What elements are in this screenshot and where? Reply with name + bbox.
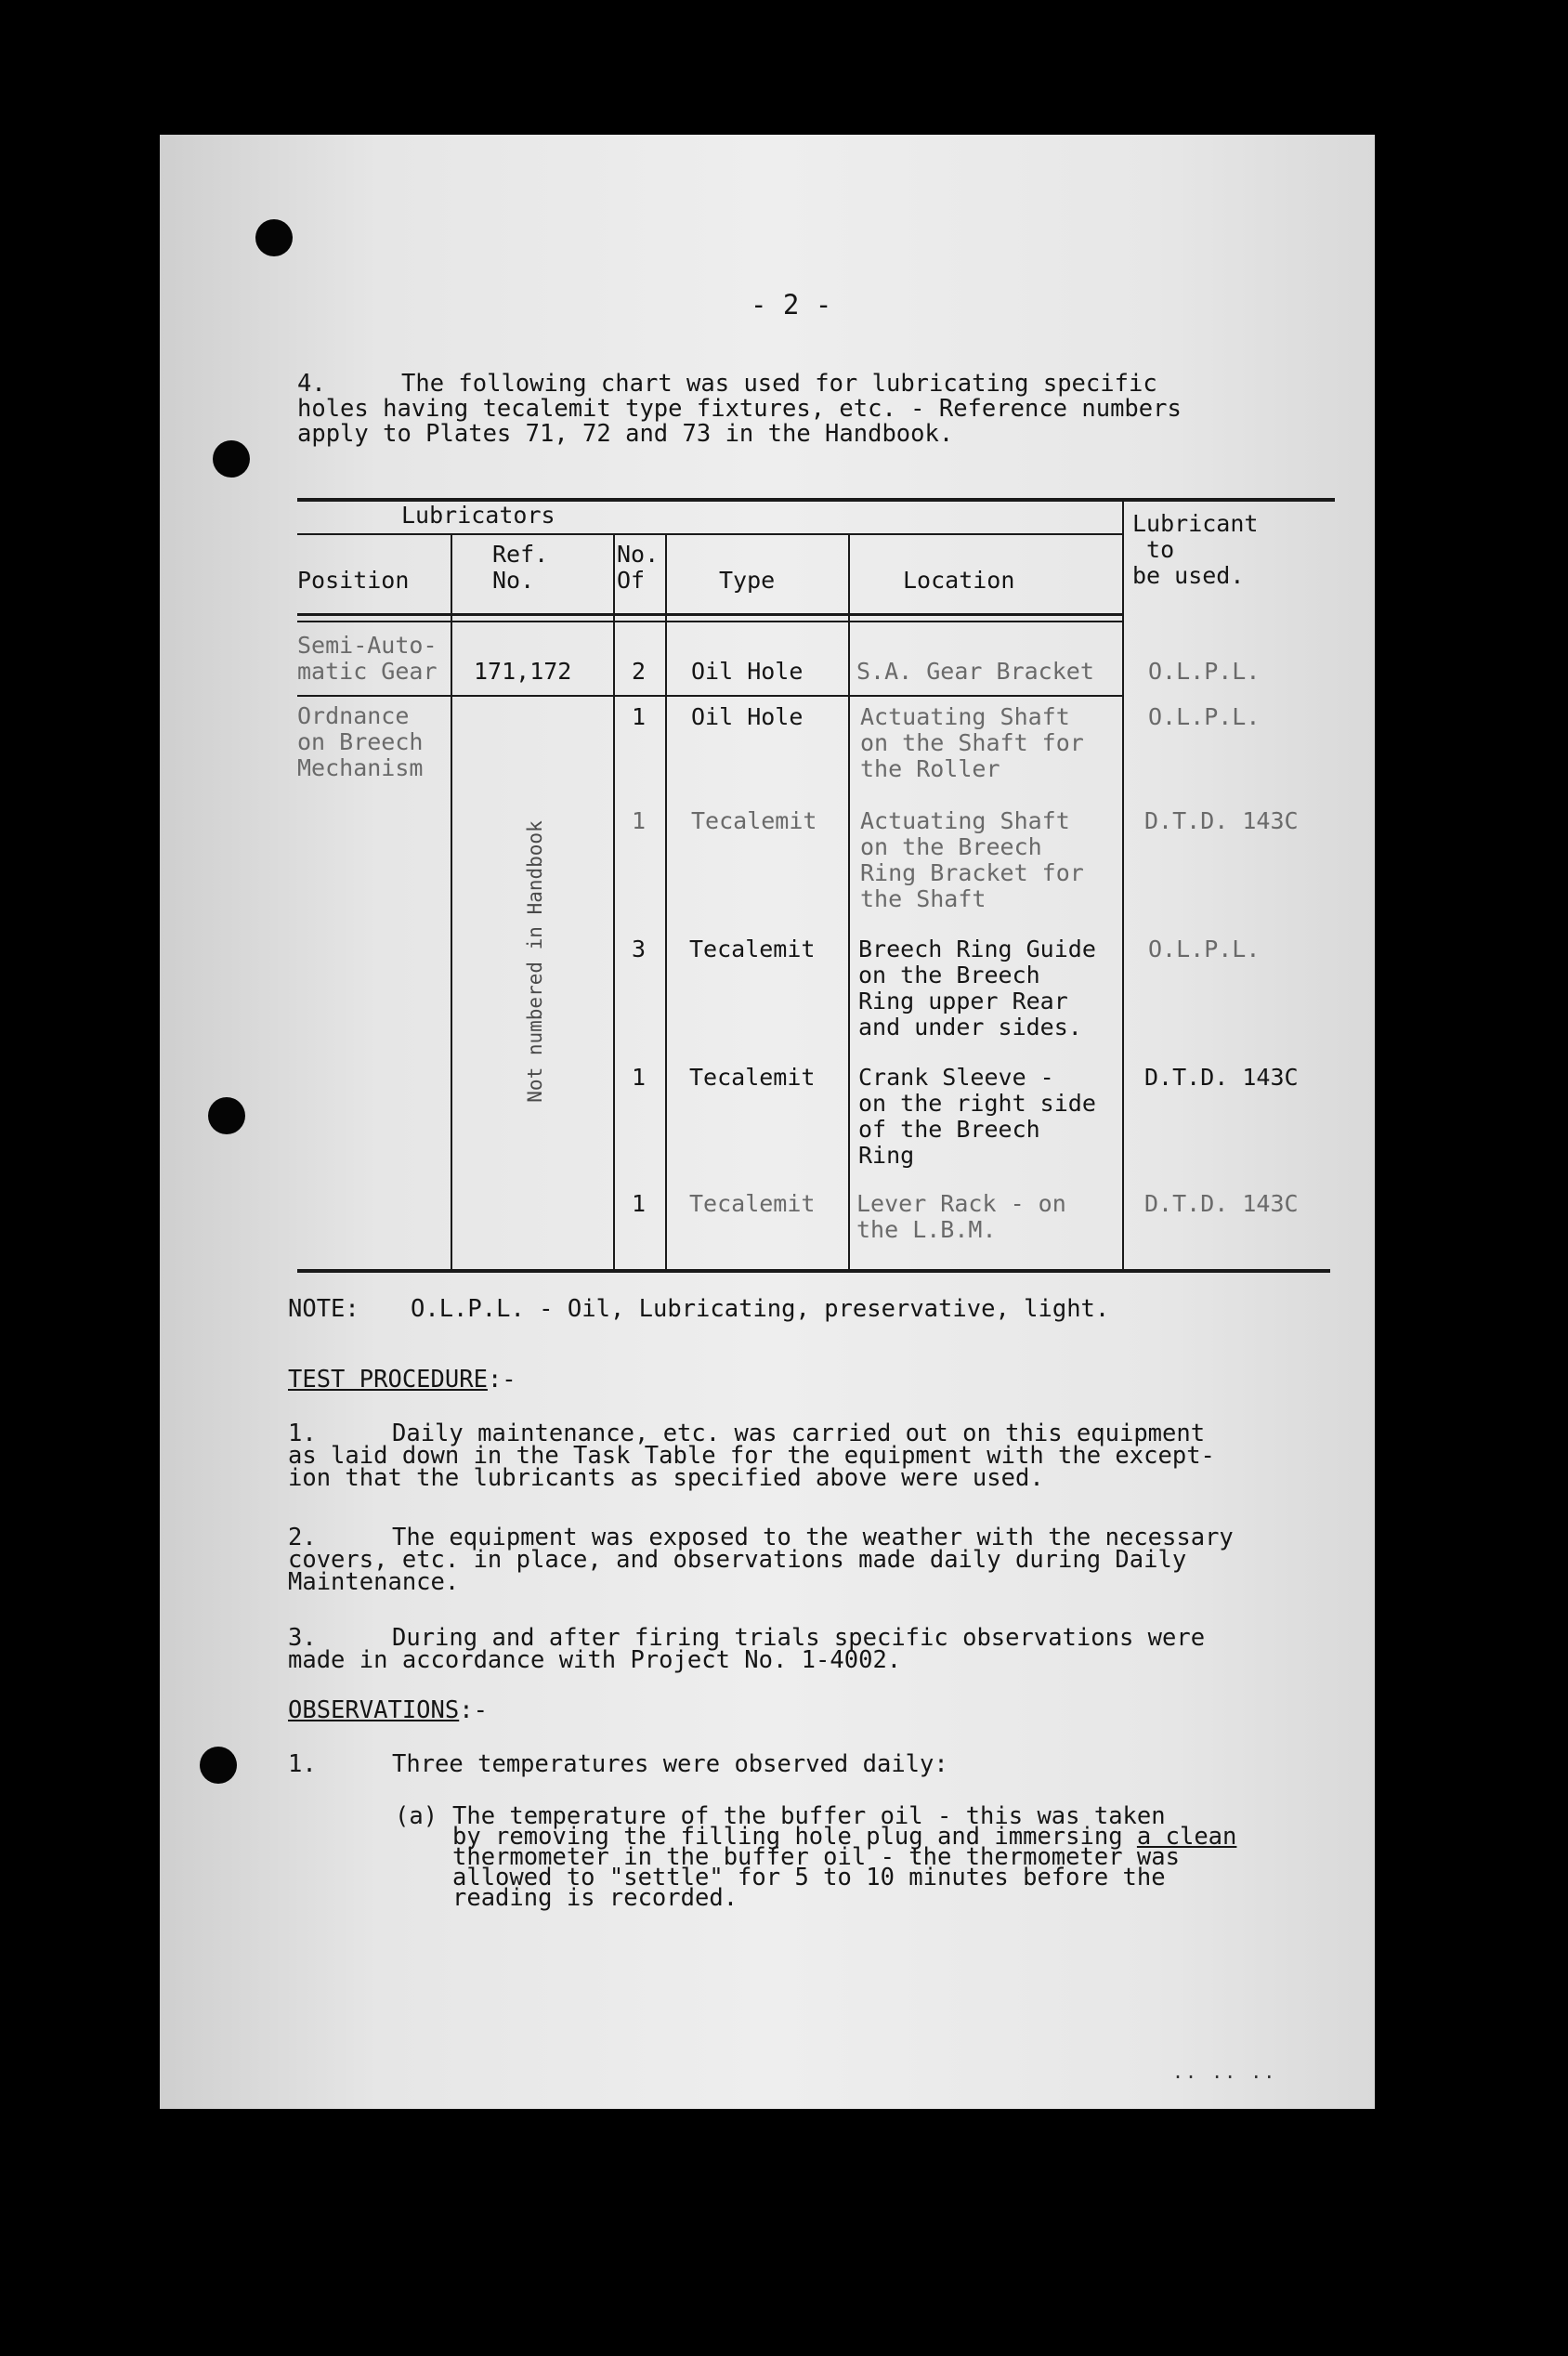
table-bottom-rule (297, 1269, 1330, 1273)
test-item-line: as laid down in the Task Table for the equipment with the except- (288, 1442, 1215, 1470)
test-item-number: 2. (288, 1524, 317, 1551)
intro-line: apply to Plates 71, 72 and 73 in the Handbook. (297, 420, 954, 448)
table-header-bottom-rule-2 (297, 621, 1122, 622)
table-cell-location: Actuating Shaft on the Shaft for the Roller (860, 703, 1084, 782)
table-group-header: Lubricators (401, 502, 555, 529)
test-procedure-suffix: :- (487, 1366, 516, 1394)
table-cell-ref: 171,172 (474, 658, 572, 685)
test-item-number: 1. (288, 1420, 317, 1447)
punch-hole (255, 219, 293, 256)
table-cell-location: Lever Rack - on the L.B.M. (856, 1190, 1066, 1243)
table-cell-lubricant: D.T.D. 143C (1144, 807, 1299, 834)
table-cell-type: Tecalemit (689, 1190, 816, 1217)
table-cell-no: 1 (632, 807, 647, 834)
test-item-line: ion that the lubricants as specified above were used. (288, 1464, 1044, 1492)
table-column-rule (613, 535, 615, 1269)
observations-suffix: :- (459, 1696, 488, 1724)
table-header-ref-no: Ref. No. (492, 541, 549, 594)
test-item-line: Maintenance. (288, 1568, 460, 1596)
table-cell-lubricant: O.L.P.L. (1148, 658, 1261, 685)
table-cell-location: Crank Sleeve - on the right side of the Breech Ring (858, 1064, 1096, 1169)
intro-line: holes having tecalemit type fixtures, etc. - Reference numbers (297, 395, 1182, 423)
table-column-rule (665, 535, 667, 1269)
table-row-rule (297, 695, 1122, 697)
table-header-type: Type (719, 567, 776, 594)
observation-number: 1. (288, 1750, 317, 1778)
sub-a-line: The temperature of the buffer oil - this was taken (452, 1802, 1166, 1830)
table-cell-location: Breech Ring Guide on the Breech Ring upper Rear and under sides. (858, 936, 1096, 1041)
punch-hole (208, 1097, 245, 1134)
test-procedure-heading: TEST PROCEDURE (288, 1366, 488, 1394)
continuation-marks: .. .. .. (1172, 2061, 1277, 2083)
table-column-rule (848, 535, 850, 1269)
table-header-rule (297, 533, 1122, 535)
table-cell-position: Semi-Auto- matic Gear (297, 632, 438, 685)
sub-a-underlined: a clean (1136, 1823, 1237, 1851)
table-cell-type: Oil Hole (691, 658, 804, 685)
test-item-line: made in accordance with Project No. 1-4002. (288, 1646, 902, 1674)
sub-a-line: thermometer in the buffer oil - the thermometer was (452, 1843, 1180, 1871)
table-ref-vertical-note: Not numbered in Handbook (524, 820, 546, 1103)
test-item-line: The equipment was exposed to the weather with the necessary (392, 1524, 1234, 1551)
table-cell-no: 1 (632, 703, 647, 730)
intro-line: The following chart was used for lubricating specific (401, 370, 1157, 398)
sub-a-line: reading is recorded. (452, 1884, 738, 1912)
table-cell-position: Ordnance on Breech Mechanism (297, 702, 424, 781)
table-cell-no: 1 (632, 1190, 647, 1217)
page-number: - 2 - (751, 289, 832, 321)
intro-number: 4. (297, 370, 326, 398)
table-cell-lubricant: O.L.P.L. (1148, 703, 1261, 730)
table-header-location: Location (903, 567, 1015, 594)
table-header-bottom-rule (297, 613, 1122, 616)
table-header-no-of: No. Of (617, 541, 660, 594)
table-cell-type: Tecalemit (691, 807, 817, 834)
table-cell-no: 3 (632, 936, 647, 962)
note-text: O.L.P.L. - Oil, Lubricating, preservative, light. (411, 1295, 1110, 1323)
observation-text: Three temperatures were observed daily: (392, 1750, 948, 1778)
table-cell-location: S.A. Gear Bracket (856, 658, 1094, 685)
table-cell-no: 2 (632, 658, 647, 685)
table-column-rule (451, 535, 452, 1269)
punch-hole (213, 440, 250, 478)
table-cell-lubricant: D.T.D. 143C (1144, 1190, 1299, 1217)
test-item-line: covers, etc. in place, and observations made daily during Daily (288, 1546, 1187, 1574)
punch-hole (200, 1747, 237, 1784)
table-cell-location: Actuating Shaft on the Breech Ring Bracket for the Shaft (860, 807, 1084, 912)
observations-heading: OBSERVATIONS (288, 1696, 460, 1724)
table-cell-lubricant: O.L.P.L. (1148, 936, 1261, 962)
table-cell-lubricant: D.T.D. 143C (1144, 1064, 1299, 1091)
sub-a-line: allowed to "settle" for 5 to 10 minutes before the (452, 1864, 1166, 1891)
test-item-line: Daily maintenance, etc. was carried out on this equipment (392, 1420, 1206, 1447)
sub-a-label: (a) (395, 1802, 438, 1830)
note-label: NOTE: (288, 1295, 359, 1323)
test-procedure-heading-line (288, 1368, 516, 1393)
table-header-position: Position (297, 567, 410, 594)
observations-heading-line (288, 1698, 488, 1723)
table-cell-type: Oil Hole (691, 703, 804, 730)
test-item-number: 3. (288, 1624, 317, 1652)
test-item-line: During and after firing trials specific observations were (392, 1624, 1206, 1652)
note-line (288, 1295, 1110, 1323)
table-cell-no: 1 (632, 1064, 647, 1091)
table-cell-type: Tecalemit (689, 936, 816, 962)
sub-a-line-pre: by removing the filling hole plug and immersing (452, 1823, 1137, 1851)
table-cell-type: Tecalemit (689, 1064, 816, 1091)
table-column-rule (1122, 500, 1124, 1269)
table-header-lubricant: Lubricant to be used. (1132, 510, 1259, 589)
